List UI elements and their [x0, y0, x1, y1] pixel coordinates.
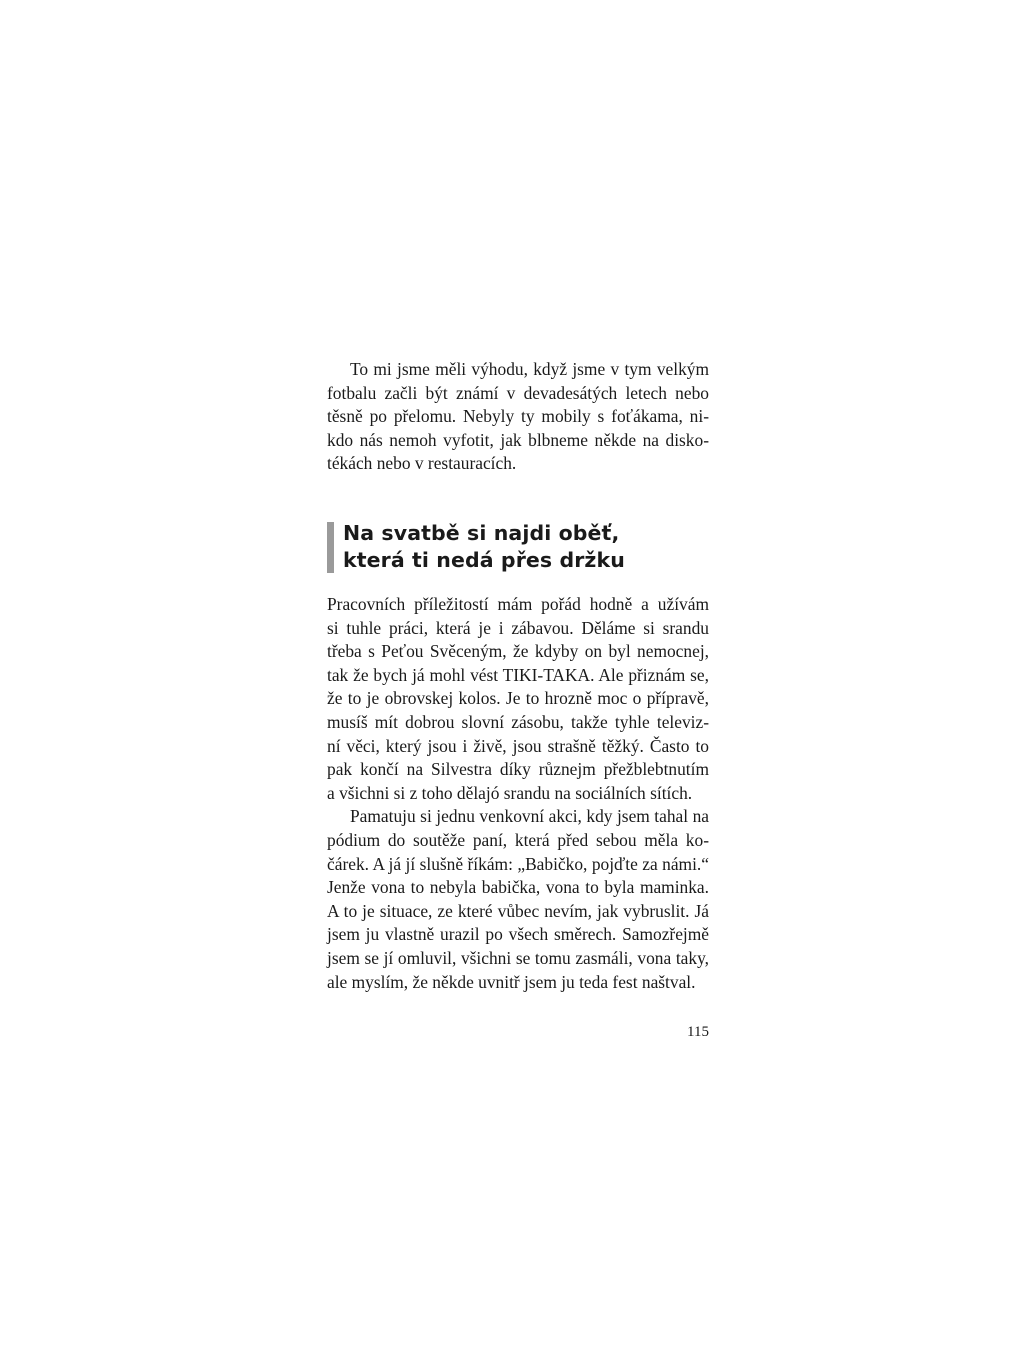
text-line: ní věci, který jsou i živě, jsou strašně těžký. Často to	[327, 735, 709, 756]
heading-line: která ti nedá přes držku	[343, 548, 625, 572]
text-line: a všichni si z toho dělajó srandu na sociálních sítích.	[327, 782, 693, 803]
text-line: si tuhle práci, která je i zábavou. Děláme si srandu	[327, 617, 709, 638]
heading-line: Na svatbě si najdi oběť,	[343, 521, 620, 545]
text-line: Jenže vona to nebyla babička, vona to byla maminka.	[327, 877, 709, 898]
heading-text	[343, 520, 625, 574]
text-line: fotbalu začli být známí v devadesátých letech nebo	[327, 382, 709, 403]
text-line: ale myslím, že někde uvnitř jsem ju teda fest naštval.	[327, 971, 696, 992]
page-number: 115	[687, 1024, 709, 1040]
text-line: tékách nebo v restauracích.	[327, 453, 517, 474]
section-heading	[327, 520, 727, 574]
text-line: pak končí na Silvestra díky různejm přežblebtnutím	[327, 759, 709, 780]
text-line: jsem ju vlastně urazil po všech směrech. Samozřejmě	[327, 924, 709, 945]
text-line: A to je situace, ze které vůbec nevím, jak vybruslit. Já	[327, 900, 709, 921]
text-line: pódium do soutěže paní, která před sebou měla ko-	[327, 829, 709, 850]
heading-accent-bar	[327, 522, 334, 573]
text-line: Pamatuju si jednu venkovní akci, kdy jsem tahal na	[350, 806, 709, 827]
text-line: kdo nás nemoh vyfotit, jak blbneme někde na disko-	[327, 429, 709, 450]
text-line: třeba s Peťou Svěceným, že kdyby on byl nemocnej,	[327, 641, 709, 662]
text-line: To mi jsme měli výhodu, když jsme v tym velkým	[350, 359, 709, 379]
text-line: jsem se jí omluvil, všichni se tomu zasmáli, vona taky,	[327, 947, 709, 968]
text-line: musíš mít dobrou slovní zásobu, takže tyhle televiz-	[327, 711, 709, 732]
text-line: že to je obrovskej kolos. Je to hrozně moc o přípravě,	[327, 688, 709, 709]
text-line: tak že bych já mohl vést TIKI-TAKA. Ale přiznám se,	[327, 664, 709, 685]
text-line: těsně po přelomu. Nebyly ty mobily s foťákama, ni-	[327, 406, 709, 427]
text-line: čárek. A já jí slušně říkám: „Babičko, pojďte za námi.“	[327, 853, 709, 874]
text-line: Pracovních příležitostí mám pořád hodně a užívám	[327, 594, 709, 614]
paragraph-intro	[327, 358, 709, 476]
paragraph-body	[327, 593, 709, 994]
